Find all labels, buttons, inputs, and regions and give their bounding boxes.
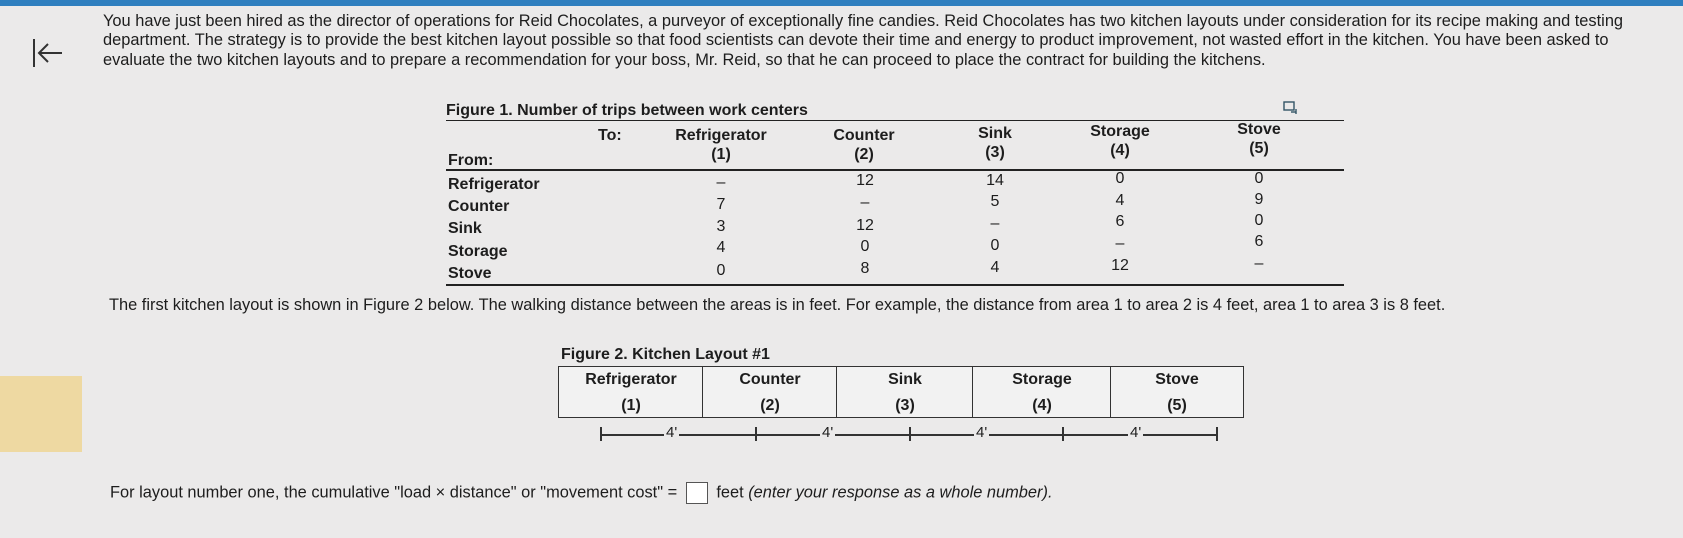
top-accent-bar — [0, 0, 1683, 6]
cell-r4-c3: 0 — [990, 237, 1000, 254]
from-label: From: — [448, 152, 494, 169]
layout-box-counter: Counter (2) — [702, 366, 838, 418]
cell-r1-c3: 14 — [986, 172, 1004, 189]
cell-r2-c4: 4 — [1115, 192, 1125, 209]
cell-r4-c5: 6 — [1254, 233, 1264, 250]
layout-box-sink: Sink (3) — [836, 366, 974, 418]
cell-r4-c1: 4 — [716, 239, 726, 256]
layout-box-storage: Storage (4) — [972, 366, 1112, 418]
col-header-refrigerator: Refrigerator (1) — [675, 127, 767, 163]
problem-intro: You have just been hired as the director of operations for Reid Chocolates, a purveyor of exceptionally fine candies. Reid Chocolates has two kitchen layouts under consideration for its recipe making and testing department. The strategy is to provide the best kitchen layout possible so that food scientists can devote their time and energy to product improvement, not wasted effort in the kitchen. You have been asked to evaluate the two kitchen layouts and to prepare a recommendation for your boss, Mr. Reid, so that he can proceed to place the contract for building the kitchens. — [103, 12, 1624, 69]
question-suffix: feet — [716, 483, 744, 502]
cell-r1-c4: 0 — [1115, 170, 1125, 187]
answer-input[interactable] — [686, 482, 708, 504]
bottom-rule — [446, 284, 1344, 286]
cell-r3-c5: 0 — [1254, 212, 1264, 229]
distance-label-2-3: 4' — [822, 424, 834, 441]
layout-box-stove: Stove (5) — [1110, 366, 1244, 418]
question-instruction: (enter your response as a whole number). — [748, 483, 1053, 502]
cell-r4-c4: – — [1115, 235, 1125, 252]
cell-r5-c3: 4 — [990, 259, 1000, 276]
cell-r3-c3: – — [990, 215, 1000, 232]
side-highlight — [0, 376, 82, 452]
cell-r5-c1: 0 — [716, 262, 726, 279]
distance-label-3-4: 4' — [976, 424, 988, 441]
figure1-title: Figure 1. Number of trips between work centers — [446, 102, 808, 119]
col-header-counter: Counter (2) — [833, 127, 895, 163]
layout-description: The first kitchen layout is shown in Figure 2 below. The walking distance between the areas is in feet. For example, the distance from area 1 to area 2 is 4 feet, area 1 to area 3 is 8 feet. — [109, 296, 1446, 314]
layout-box-refrigerator: Refrigerator (1) — [558, 366, 704, 418]
row-label-sink: Sink — [448, 220, 482, 237]
cell-r5-c2: 8 — [860, 260, 870, 277]
col-header-storage: Storage (4) — [1090, 123, 1150, 159]
cell-r5-c4: 12 — [1111, 257, 1129, 274]
dimension-tick — [600, 427, 602, 441]
header-rule — [446, 169, 1344, 171]
dimension-tick — [1216, 427, 1218, 441]
cell-r1-c5: 0 — [1254, 170, 1264, 187]
row-label-storage: Storage — [448, 243, 508, 260]
figure2-title: Figure 2. Kitchen Layout #1 — [561, 346, 770, 363]
cell-r2-c3: 5 — [990, 193, 1000, 210]
cell-r2-c2: – — [860, 194, 870, 211]
question-line — [110, 482, 1053, 504]
dimension-tick — [909, 427, 911, 441]
cell-r3-c2: 12 — [856, 217, 874, 234]
expand-figure-icon[interactable] — [1282, 100, 1298, 116]
row-label-stove: Stove — [448, 265, 492, 282]
cell-r5-c5: – — [1254, 255, 1264, 272]
cell-r1-c1: – — [716, 174, 726, 191]
cell-r3-c1: 3 — [716, 218, 726, 235]
collapse-left-icon[interactable] — [30, 36, 64, 70]
distance-label-4-5: 4' — [1130, 424, 1142, 441]
col-header-sink: Sink (3) — [978, 125, 1012, 161]
cell-r2-c5: 9 — [1254, 191, 1264, 208]
dimension-tick — [755, 427, 757, 441]
distance-label-1-2: 4' — [666, 424, 678, 441]
cell-r1-c2: 12 — [856, 172, 874, 189]
col-header-stove: Stove (5) — [1237, 121, 1281, 157]
to-label: To: — [598, 127, 622, 144]
dimension-tick — [1062, 427, 1064, 441]
cell-r3-c4: 6 — [1115, 213, 1125, 230]
cell-r4-c2: 0 — [860, 238, 870, 255]
cell-r2-c1: 7 — [716, 196, 726, 213]
row-label-counter: Counter — [448, 198, 510, 215]
question-prefix: For layout number one, the cumulative "load × distance" or "movement cost" = — [110, 483, 678, 502]
row-label-refrigerator: Refrigerator — [448, 176, 540, 193]
